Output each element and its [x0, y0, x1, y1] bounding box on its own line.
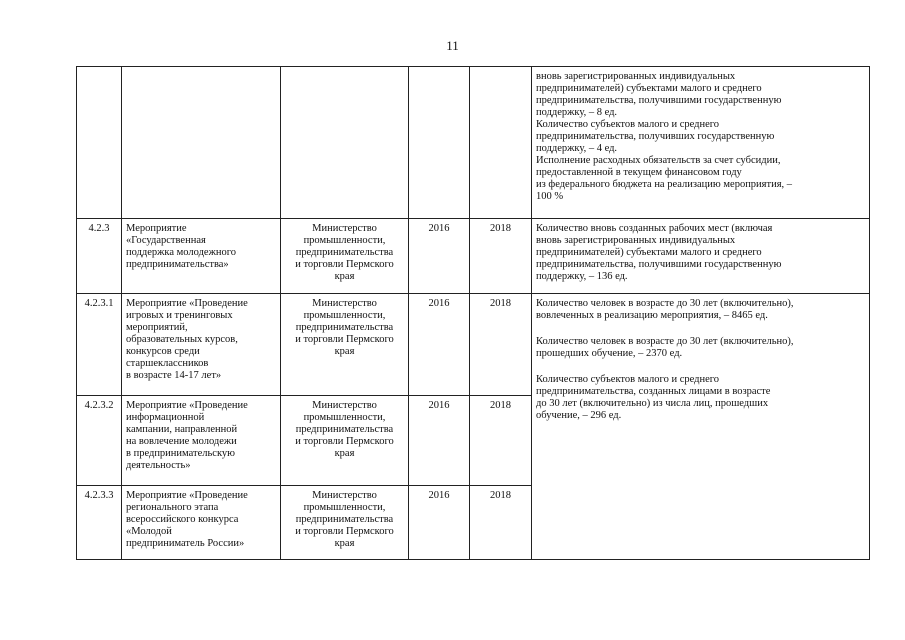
name-line: Мероприятие «Проведение — [126, 298, 248, 309]
name-line: кампании, направленной — [126, 424, 238, 435]
name-line: регионального этапа — [126, 502, 219, 513]
number-cell: 4.2.3.2 — [77, 396, 122, 486]
name-line: предпринимательства» — [126, 259, 229, 270]
name-line: в предпринимательскую — [126, 448, 235, 459]
executor-cell — [281, 294, 409, 396]
executor-line: предпринимательства — [295, 424, 394, 435]
result-line: поддержку, – 136 ед. — [536, 271, 628, 282]
start-year-cell: 2016 — [409, 294, 470, 396]
executor-line: предпринимательства — [295, 514, 394, 525]
number-cell: 4.2.3.1 — [77, 294, 122, 396]
table-row-4-2-3-1 — [77, 294, 870, 396]
result-line: Количество человек в возрасте до 30 лет (включительно), — [536, 298, 794, 309]
table-row-continuation — [77, 67, 870, 219]
executor-line: Министерство — [312, 223, 377, 234]
name-line: Мероприятие «Проведение — [126, 400, 248, 411]
executor-line: края — [334, 271, 355, 282]
name-cell — [122, 486, 281, 560]
name-cell — [122, 219, 281, 294]
executor-line: промышленности, — [303, 235, 386, 246]
name-line: в возрасте 14-17 лет» — [126, 370, 222, 381]
executor-line: края — [334, 346, 355, 357]
result-line: обучение, – 296 ед. — [536, 410, 622, 421]
executor-line: промышленности, — [303, 310, 386, 321]
start-year-cell: 2016 — [409, 486, 470, 560]
executor-cell — [281, 486, 409, 560]
executor-cell — [281, 67, 409, 219]
name-line: всероссийского конкурса — [126, 514, 239, 525]
executor-line: предпринимательства — [295, 322, 394, 333]
name-line: «Молодой — [126, 526, 172, 537]
executor-line: края — [334, 448, 355, 459]
result-line: вовлеченных в реализацию мероприятия, – 8465 ед. — [536, 310, 768, 321]
name-line: информационной — [126, 412, 205, 423]
result-line: из федерального бюджета на реализацию мероприятия, – — [536, 179, 793, 190]
result-cell — [532, 219, 870, 294]
name-line: игровых и тренинговых — [126, 310, 233, 321]
start-year-cell — [409, 67, 470, 219]
number-cell: 4.2.3 — [77, 219, 122, 294]
start-year-cell: 2016 — [409, 396, 470, 486]
name-cell — [122, 67, 281, 219]
executor-line: Министерство — [312, 490, 377, 501]
name-cell — [122, 396, 281, 486]
result-line: предпринимателей) субъектами малого и среднего — [536, 247, 762, 258]
name-line: старшеклассников — [126, 358, 209, 369]
name-line: Мероприятие — [126, 223, 187, 234]
result-line: до 30 лет (включительно) из числа лиц, прошедших — [536, 398, 769, 409]
executor-line: и торговли Пермского — [295, 436, 394, 447]
number-cell — [77, 67, 122, 219]
name-line: на вовлечение молодежи — [126, 436, 237, 447]
result-block-1 — [536, 298, 865, 322]
name-line: предприниматель России» — [126, 538, 245, 549]
name-line: поддержка молодежного — [126, 247, 237, 258]
result-line: Количество субъектов малого и среднего — [536, 374, 720, 385]
executor-line: промышленности, — [303, 502, 386, 513]
result-line: предпринимательства, получивших государственную — [536, 131, 775, 142]
result-line: Исполнение расходных обязательств за счет субсидии, — [536, 155, 781, 166]
start-year-cell: 2016 — [409, 219, 470, 294]
executor-line: и торговли Пермского — [295, 334, 394, 345]
result-line: поддержку, – 8 ед. — [536, 107, 618, 118]
result-line: Количество вновь созданных рабочих мест (включая — [536, 223, 773, 234]
result-line: прошедших обучение, – 2370 ед. — [536, 348, 683, 359]
executor-line: края — [334, 538, 355, 549]
result-line: предпринимательства, получившими государственную — [536, 95, 782, 106]
table-row-4-2-3 — [77, 219, 870, 294]
end-year-cell: 2018 — [470, 219, 532, 294]
name-line: конкурсов среди — [126, 346, 200, 357]
result-line: Количество человек в возрасте до 30 лет (включительно), — [536, 336, 794, 347]
result-line: предпринимателей) субъектами малого и среднего — [536, 83, 762, 94]
executor-cell — [281, 396, 409, 486]
number-cell: 4.2.3.3 — [77, 486, 122, 560]
result-line: поддержку, – 4 ед. — [536, 143, 618, 154]
result-line: предоставленной в текущем финансовом году — [536, 167, 742, 178]
result-cell — [532, 67, 870, 219]
program-table — [76, 66, 870, 560]
name-cell — [122, 294, 281, 396]
end-year-cell: 2018 — [470, 396, 532, 486]
name-line: Мероприятие «Проведение — [126, 490, 248, 501]
end-year-cell: 2018 — [470, 486, 532, 560]
end-year-cell — [470, 67, 532, 219]
result-line: предпринимательства, созданных лицами в возрасте — [536, 386, 771, 397]
name-line: деятельность» — [126, 460, 191, 471]
result-block-3 — [536, 374, 865, 422]
executor-line: промышленности, — [303, 412, 386, 423]
end-year-cell: 2018 — [470, 294, 532, 396]
executor-line: и торговли Пермского — [295, 526, 394, 537]
executor-line: Министерство — [312, 298, 377, 309]
executor-cell — [281, 219, 409, 294]
result-line: Количество субъектов малого и среднего — [536, 119, 720, 130]
executor-line: и торговли Пермского — [295, 259, 394, 270]
executor-line: Министерство — [312, 400, 377, 411]
result-line: 100 % — [536, 191, 564, 202]
executor-line: предпринимательства — [295, 247, 394, 258]
merged-result-cell — [532, 294, 870, 560]
result-line: вновь зарегистрированных индивидуальных — [536, 71, 736, 82]
name-line: мероприятий, — [126, 322, 188, 333]
result-line: вновь зарегистрированных индивидуальных — [536, 235, 736, 246]
name-line: образовательных курсов, — [126, 334, 238, 345]
result-block-2 — [536, 336, 865, 360]
name-line: «Государственная — [126, 235, 206, 246]
page-number: 11 — [446, 38, 459, 53]
result-line: предпринимательства, получившими государственную — [536, 259, 782, 270]
